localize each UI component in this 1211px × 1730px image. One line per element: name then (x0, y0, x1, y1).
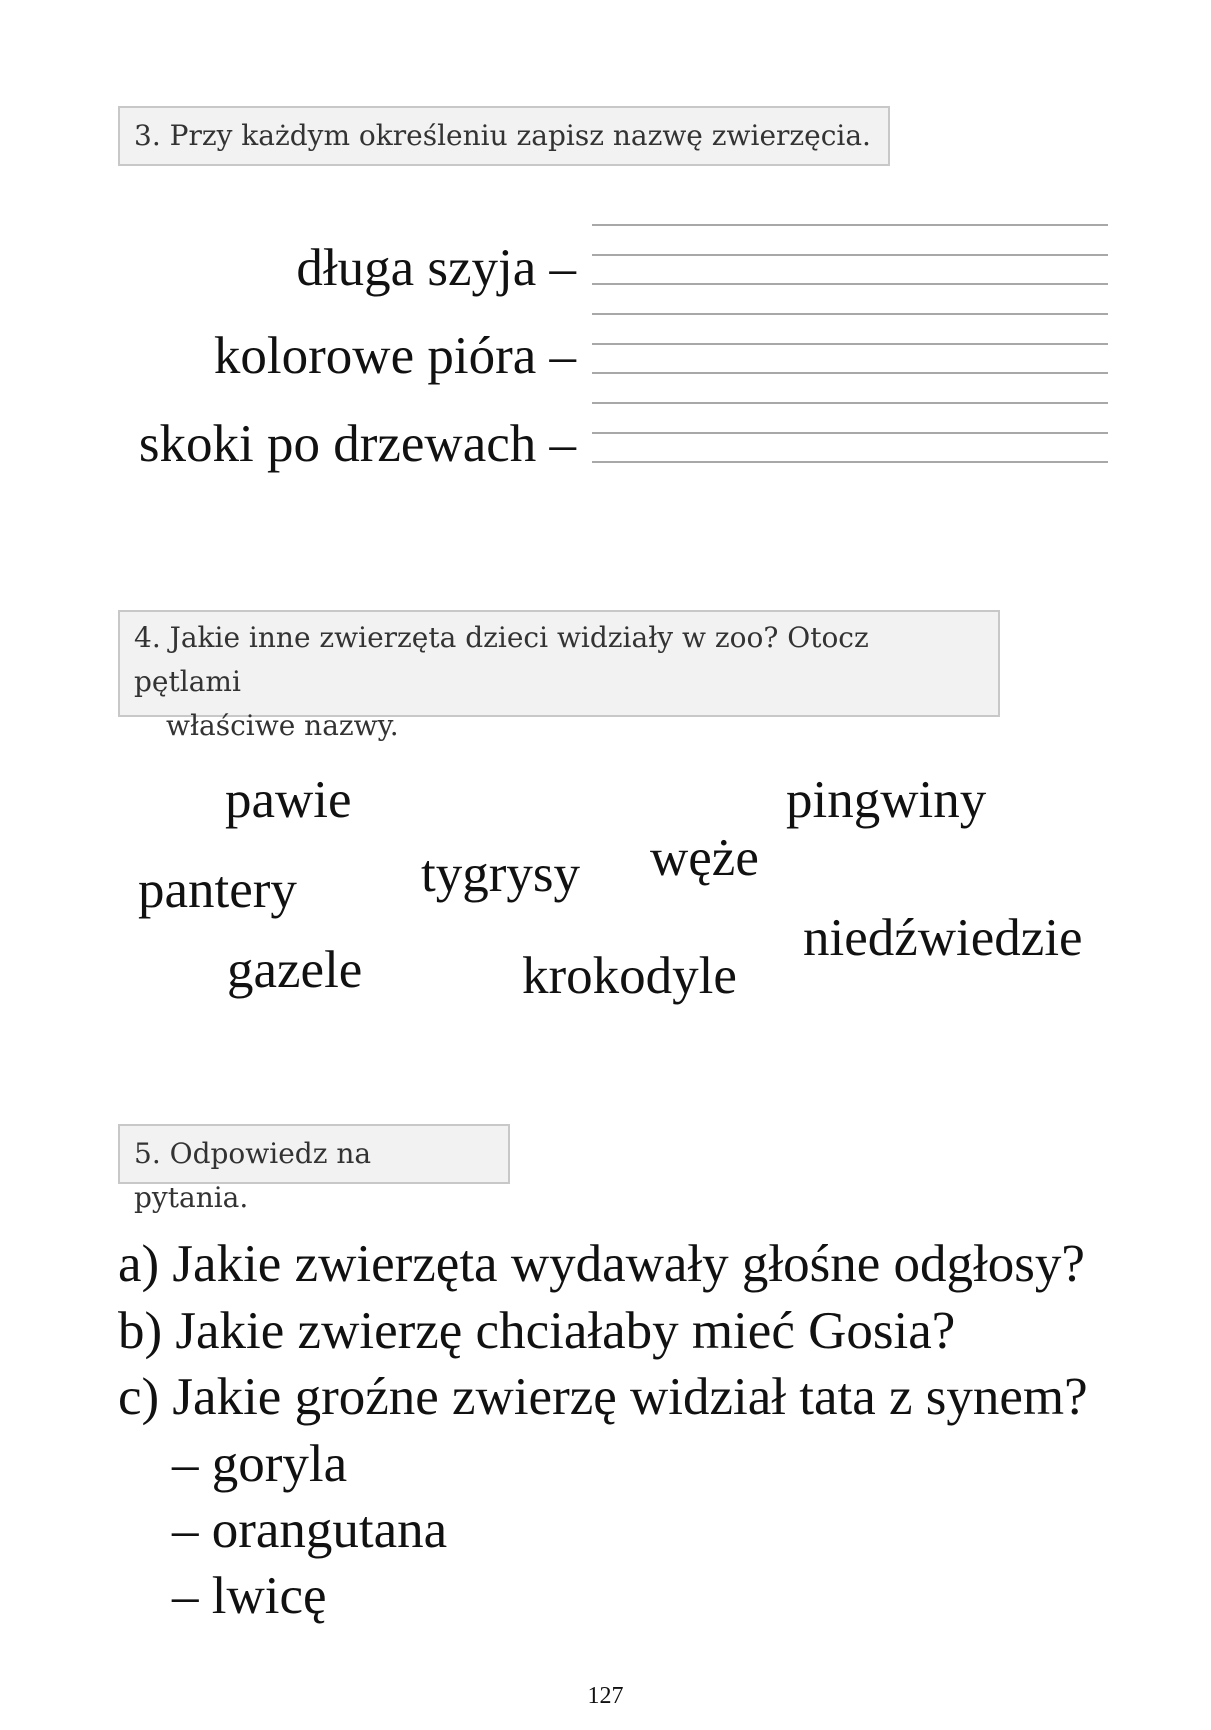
task-4-instruction-line-1: 4. Jakie inne zwierzęta dzieci widziały w zoo? Otocz pętlami (134, 621, 869, 698)
task-4-instruction (118, 610, 1000, 742)
description-colorful-feathers: kolorowe pióra – (213, 327, 576, 385)
word-pantery[interactable]: pantery (138, 861, 297, 919)
task-4-instruction-line-2: właściwe nazwy. (166, 709, 399, 742)
question-c: c) Jakie groźne zwierzę widział tata z synem? (118, 1368, 1088, 1426)
question-a: a) Jakie zwierzęta wydawały głośne odgłosy? (118, 1235, 1085, 1293)
page-number: 127 (587, 1683, 624, 1709)
word-niedzwiedzie[interactable]: niedźwiedzie (803, 909, 1083, 967)
word-pawie[interactable]: pawie (225, 771, 352, 829)
word-tygrysy[interactable]: tygrysy (421, 845, 580, 903)
task-5-instruction (118, 1124, 510, 1214)
task-3-instruction-text: 3. Przy każdym określeniu zapisz nazwę zwierzęcia. (134, 119, 871, 152)
task-3-instruction (118, 106, 890, 166)
task-5-instruction-text: 5. Odpowiedz na pytania. (134, 1137, 372, 1214)
word-weze[interactable]: węże (650, 829, 759, 887)
description-tree-jumping: skoki po drzewach – (138, 415, 576, 473)
option-goryla[interactable]: – goryla (172, 1435, 348, 1493)
word-pingwiny[interactable]: pingwiny (786, 771, 987, 829)
question-b: b) Jakie zwierzę chciałaby mieć Gosia? (118, 1302, 956, 1360)
option-orangutana[interactable]: – orangutana (172, 1501, 448, 1559)
option-lwice[interactable]: – lwicę (172, 1567, 327, 1625)
description-long-neck: długa szyja – (296, 239, 576, 297)
word-gazele[interactable]: gazele (227, 941, 363, 999)
word-krokodyle[interactable]: krokodyle (522, 947, 737, 1005)
